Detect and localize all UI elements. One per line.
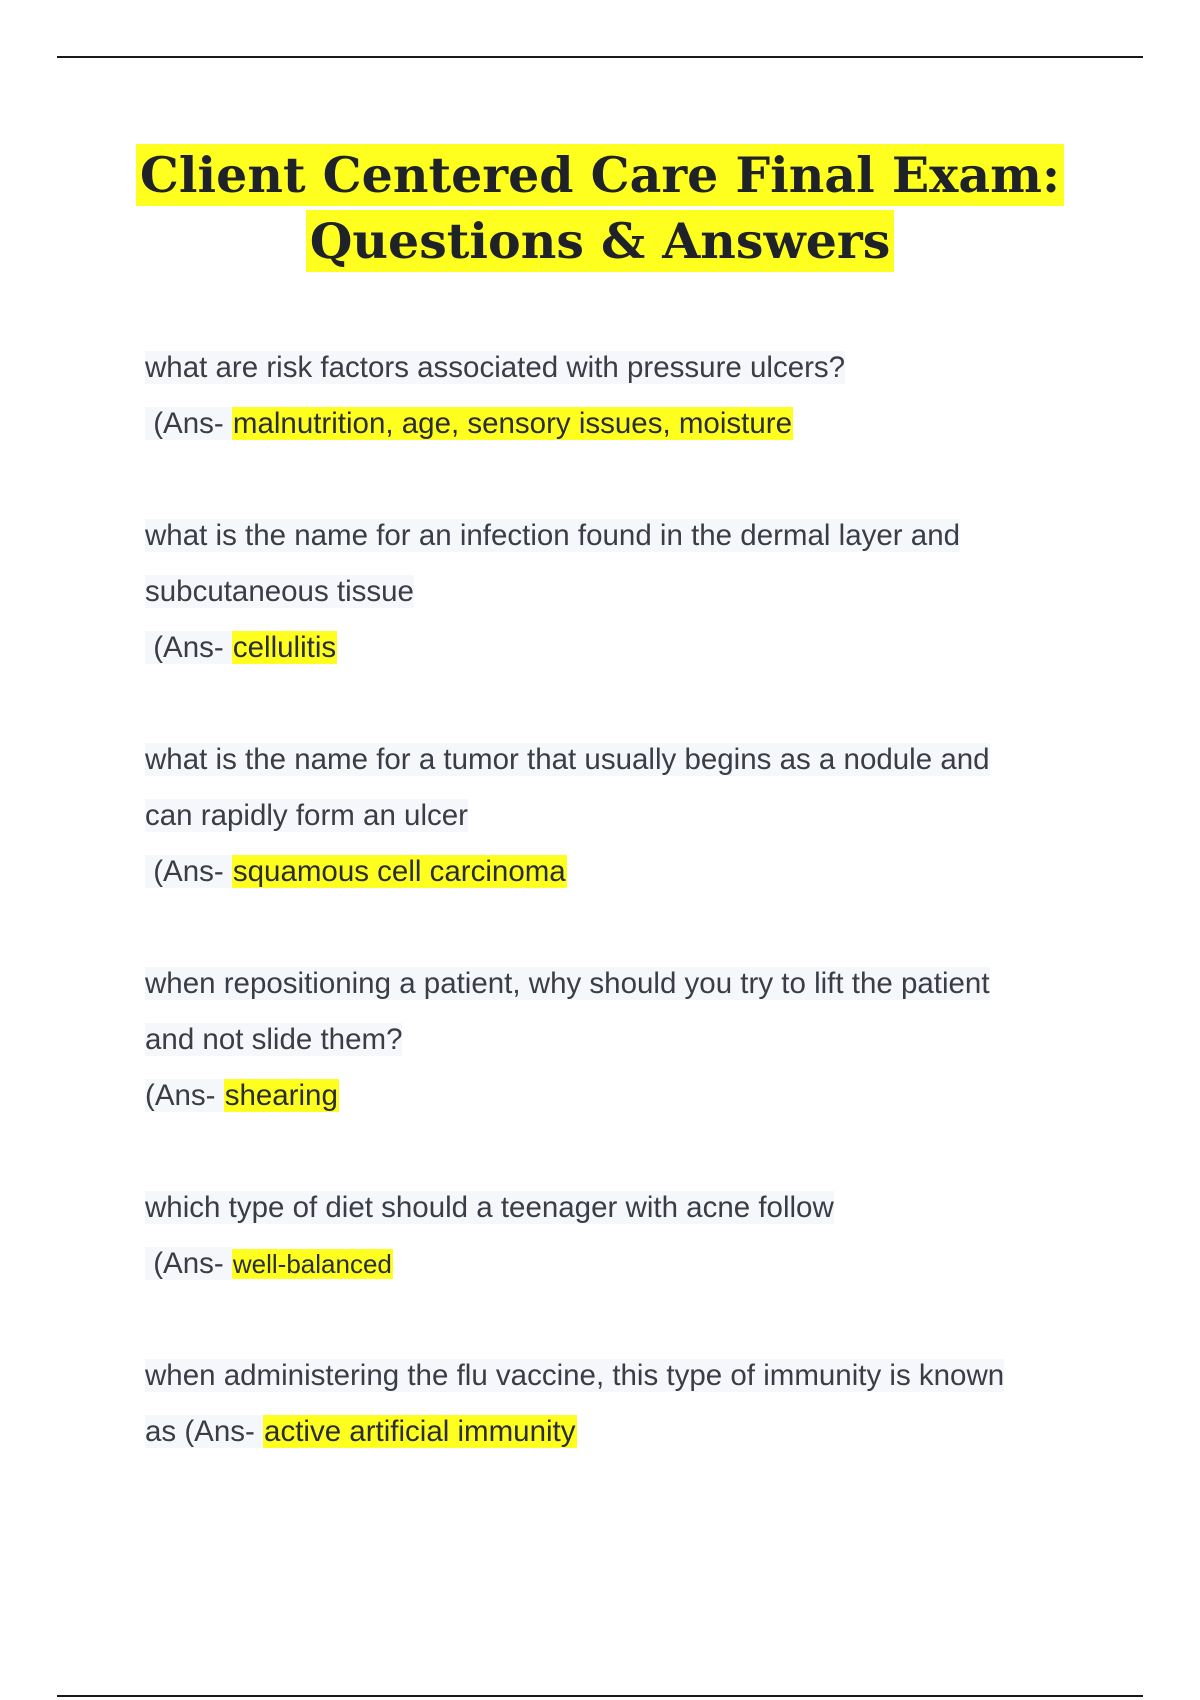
answer-line <box>145 844 1090 900</box>
footer-rule <box>57 1695 1143 1697</box>
answer-prefix: (Ans- <box>145 407 232 440</box>
answer-line <box>145 396 1090 452</box>
qa-list <box>145 340 1090 1516</box>
answer-line <box>145 620 1090 676</box>
answer-line <box>145 1404 1090 1460</box>
answer-prefix: as (Ans- <box>145 1415 264 1448</box>
qa-item <box>145 1180 1090 1292</box>
question-line: when repositioning a patient, why should you try to lift the patient <box>145 967 990 1000</box>
title-line-2: Questions & Answers <box>306 210 895 272</box>
answer-prefix: (Ans- <box>145 855 232 888</box>
qa-item <box>145 1348 1090 1460</box>
document-title <box>0 142 1200 274</box>
answer-highlight: malnutrition, age, sensory issues, moisture <box>232 407 792 440</box>
question-line: subcutaneous tissue <box>145 575 414 608</box>
question-line: and not slide them? <box>145 1023 403 1056</box>
answer-highlight: shearing <box>224 1079 338 1112</box>
question-line: when administering the flu vaccine, this type of immunity is known <box>145 1359 1005 1392</box>
header-rule <box>57 56 1143 58</box>
answer-line <box>145 1068 1090 1124</box>
answer-line <box>145 1236 1090 1292</box>
qa-item <box>145 956 1090 1124</box>
question-line: can rapidly form an ulcer <box>145 799 469 832</box>
title-line-1: Client Centered Care Final Exam: <box>136 144 1064 206</box>
qa-item <box>145 732 1090 900</box>
answer-highlight: squamous cell carcinoma <box>232 855 566 888</box>
qa-item <box>145 340 1090 452</box>
answer-highlight: well-balanced <box>232 1249 392 1279</box>
answer-highlight: cellulitis <box>232 631 337 664</box>
answer-highlight: active artificial immunity <box>264 1415 576 1448</box>
question-line: what are risk factors associated with pressure ulcers? <box>145 351 846 384</box>
question-line: what is the name for a tumor that usually begins as a nodule and <box>145 743 990 776</box>
qa-item <box>145 508 1090 676</box>
answer-prefix: (Ans- <box>145 1079 224 1112</box>
question-line: which type of diet should a teenager with acne follow <box>145 1191 834 1224</box>
question-line: what is the name for an infection found in the dermal layer and <box>145 519 961 552</box>
answer-prefix: (Ans- <box>145 1247 232 1280</box>
answer-prefix: (Ans- <box>145 631 232 664</box>
